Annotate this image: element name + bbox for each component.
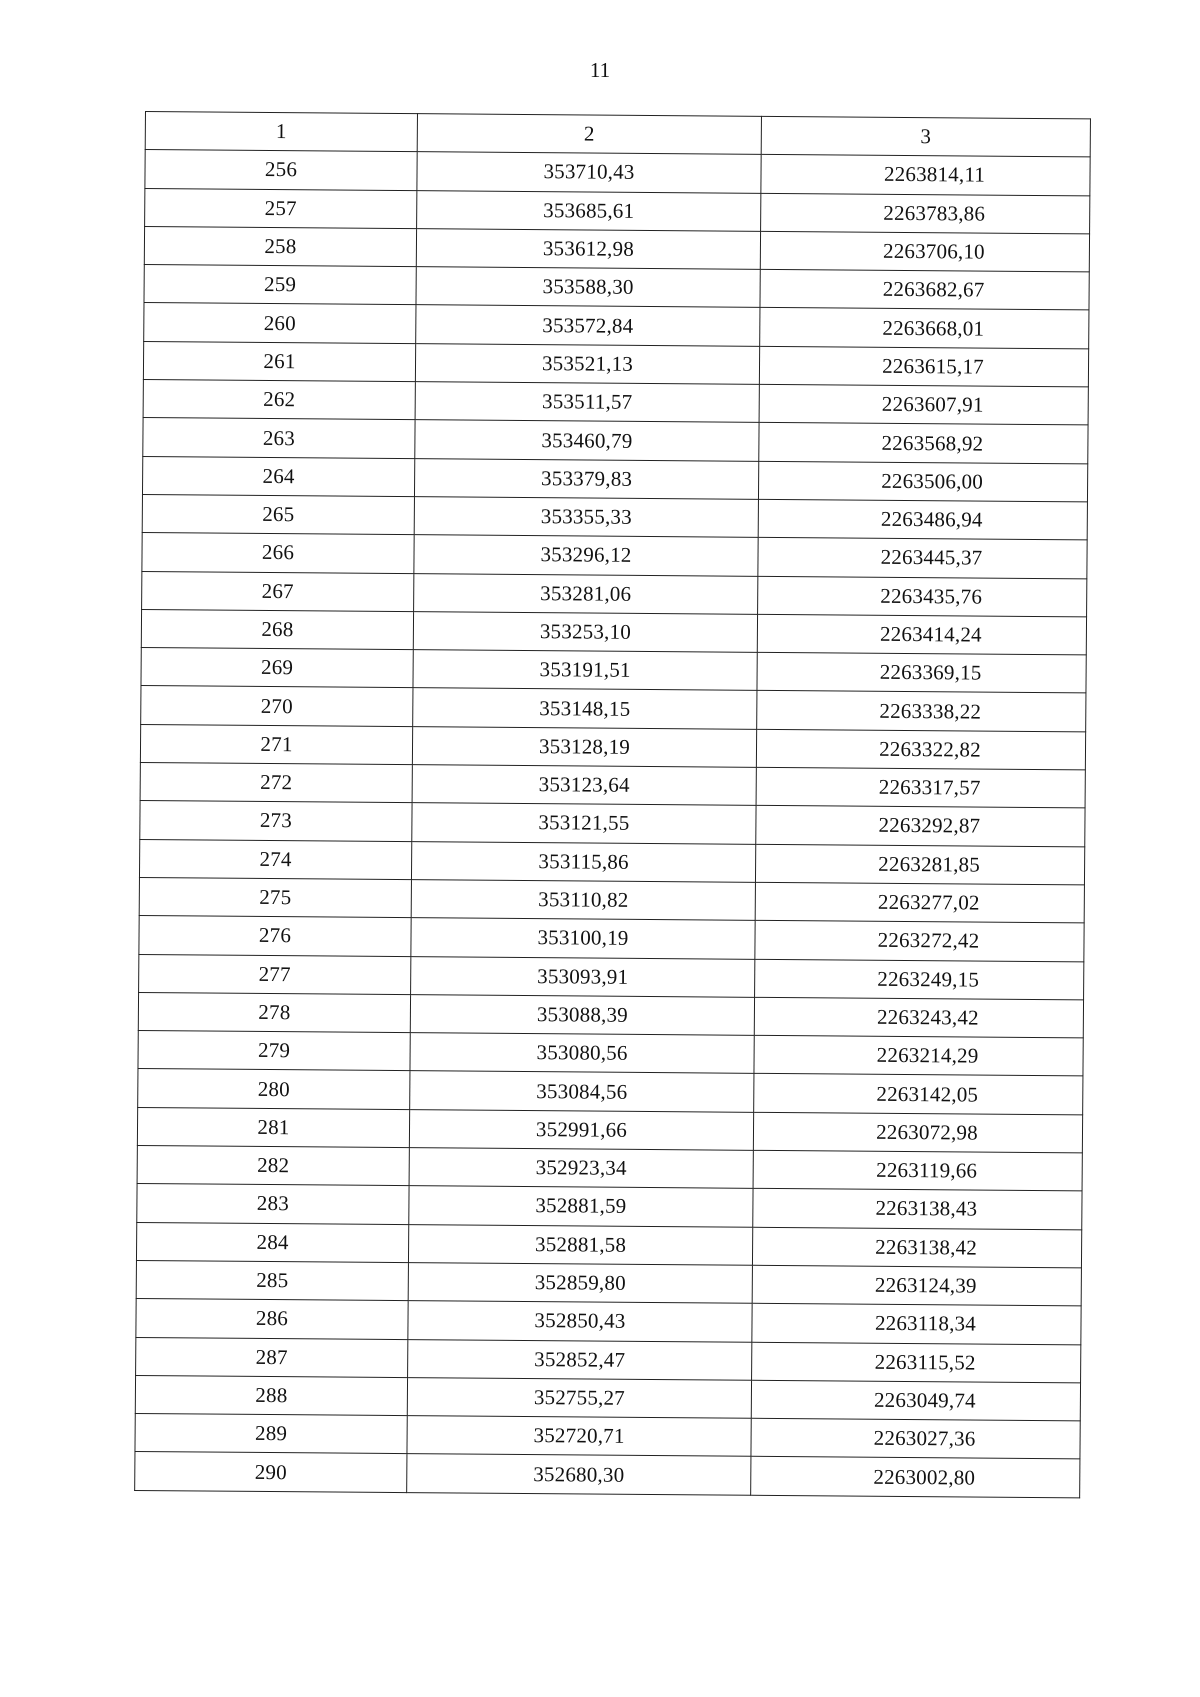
point-number-cell: 260 — [144, 303, 416, 343]
x-coordinate-cell: 353572,84 — [416, 305, 760, 346]
y-coordinate-cell: 2263002,80 — [751, 1457, 1080, 1498]
y-coordinate-cell: 2263682,67 — [760, 270, 1089, 311]
point-number-cell: 262 — [143, 380, 415, 420]
y-coordinate-cell: 2263292,87 — [756, 806, 1085, 847]
page-number: 11 — [589, 58, 611, 82]
column-header: 1 — [145, 112, 417, 152]
y-coordinate-cell: 2263072,98 — [753, 1112, 1082, 1153]
point-number-cell: 276 — [139, 916, 411, 956]
x-coordinate-cell: 353511,57 — [415, 382, 759, 423]
point-number-cell: 279 — [138, 1031, 410, 1071]
point-number-cell: 271 — [140, 724, 412, 764]
point-number-cell: 286 — [136, 1299, 408, 1339]
y-coordinate-cell: 2263138,42 — [752, 1227, 1081, 1268]
x-coordinate-cell: 352852,47 — [408, 1339, 752, 1380]
y-coordinate-cell: 2263445,37 — [758, 538, 1087, 579]
x-coordinate-cell: 353612,98 — [416, 229, 760, 270]
x-coordinate-cell: 353080,56 — [410, 1033, 754, 1074]
point-number-cell: 267 — [142, 571, 414, 611]
y-coordinate-cell: 2263607,91 — [759, 384, 1088, 425]
x-coordinate-cell: 353253,10 — [413, 611, 757, 652]
point-number-cell: 265 — [142, 494, 414, 534]
x-coordinate-cell: 353088,39 — [410, 994, 754, 1035]
y-coordinate-cell: 2263668,01 — [760, 308, 1089, 349]
y-coordinate-cell: 2263277,02 — [755, 882, 1084, 923]
x-coordinate-cell: 353093,91 — [411, 956, 755, 997]
point-number-cell: 281 — [137, 1107, 409, 1147]
table-row — [135, 1452, 1080, 1498]
y-coordinate-cell: 2263369,15 — [757, 652, 1086, 693]
x-coordinate-cell: 353355,33 — [414, 497, 758, 538]
x-coordinate-cell: 353379,83 — [414, 458, 758, 499]
x-coordinate-cell: 353710,43 — [417, 152, 761, 193]
x-coordinate-cell: 352720,71 — [407, 1416, 751, 1457]
point-number-cell: 273 — [140, 801, 412, 841]
point-number-cell: 274 — [139, 839, 411, 879]
x-coordinate-cell: 352923,34 — [409, 1148, 753, 1189]
x-coordinate-cell: 352680,30 — [407, 1454, 751, 1495]
x-coordinate-cell: 352859,80 — [408, 1263, 752, 1304]
y-coordinate-cell: 2263243,42 — [754, 997, 1083, 1038]
x-coordinate-cell: 353296,12 — [414, 535, 758, 576]
x-coordinate-cell: 353121,55 — [412, 803, 756, 844]
column-header: 3 — [761, 116, 1090, 157]
y-coordinate-cell: 2263214,29 — [754, 1035, 1083, 1076]
x-coordinate-cell: 353460,79 — [415, 420, 759, 461]
x-coordinate-cell: 353084,56 — [410, 1071, 754, 1112]
y-coordinate-cell: 2263272,42 — [755, 921, 1084, 962]
y-coordinate-cell: 2263119,66 — [753, 1150, 1082, 1191]
point-number-cell: 272 — [140, 763, 412, 803]
x-coordinate-cell: 353148,15 — [413, 688, 757, 729]
y-coordinate-cell: 2263281,85 — [755, 844, 1084, 885]
point-number-cell: 268 — [141, 609, 413, 649]
x-coordinate-cell: 353100,19 — [411, 918, 755, 959]
point-number-cell: 270 — [141, 686, 413, 726]
point-number-cell: 278 — [138, 992, 410, 1032]
point-number-cell: 275 — [139, 877, 411, 917]
y-coordinate-cell: 2263338,22 — [757, 691, 1086, 732]
y-coordinate-cell: 2263706,10 — [760, 231, 1089, 272]
x-coordinate-cell: 352881,59 — [409, 1186, 753, 1227]
table-body — [135, 150, 1090, 1498]
point-number-cell: 282 — [137, 1145, 409, 1185]
y-coordinate-cell: 2263049,74 — [751, 1380, 1080, 1421]
y-coordinate-cell: 2263142,05 — [754, 1074, 1083, 1115]
point-number-cell: 283 — [137, 1184, 409, 1224]
y-coordinate-cell: 2263486,94 — [758, 499, 1087, 540]
x-coordinate-cell: 353281,06 — [414, 573, 758, 614]
y-coordinate-cell: 2263124,39 — [752, 1265, 1081, 1306]
point-number-cell: 277 — [139, 954, 411, 994]
y-coordinate-cell: 2263249,15 — [755, 959, 1084, 1000]
y-coordinate-cell: 2263783,86 — [761, 193, 1090, 234]
y-coordinate-cell: 2263115,52 — [752, 1342, 1081, 1383]
x-coordinate-cell: 353685,61 — [417, 190, 761, 231]
point-number-cell: 289 — [135, 1414, 407, 1454]
y-coordinate-cell: 2263435,76 — [758, 576, 1087, 617]
point-number-cell: 264 — [142, 456, 414, 496]
x-coordinate-cell: 353588,30 — [416, 267, 760, 308]
point-number-cell: 285 — [136, 1260, 408, 1300]
point-number-cell: 263 — [143, 418, 415, 458]
y-coordinate-cell: 2263414,24 — [757, 614, 1086, 655]
column-header: 2 — [417, 114, 761, 155]
y-coordinate-cell: 2263317,57 — [756, 767, 1085, 808]
point-number-cell: 266 — [142, 533, 414, 573]
y-coordinate-cell: 2263506,00 — [758, 461, 1087, 502]
x-coordinate-cell: 352991,66 — [409, 1109, 753, 1150]
point-number-cell: 258 — [144, 226, 416, 266]
coordinates-table — [134, 111, 1091, 1498]
y-coordinate-cell: 2263118,34 — [752, 1304, 1081, 1345]
point-number-cell: 256 — [145, 150, 417, 190]
x-coordinate-cell: 353128,19 — [412, 726, 756, 767]
x-coordinate-cell: 353123,64 — [412, 765, 756, 806]
y-coordinate-cell: 2263814,11 — [761, 155, 1090, 196]
y-coordinate-cell: 2263322,82 — [756, 729, 1085, 770]
x-coordinate-cell: 353115,86 — [411, 841, 755, 882]
point-number-cell: 269 — [141, 648, 413, 688]
point-number-cell: 287 — [136, 1337, 408, 1377]
x-coordinate-cell: 352755,27 — [407, 1377, 751, 1418]
y-coordinate-cell: 2263615,17 — [759, 346, 1088, 387]
point-number-cell: 284 — [136, 1222, 408, 1262]
x-coordinate-cell: 352881,58 — [408, 1224, 752, 1265]
point-number-cell: 288 — [135, 1375, 407, 1415]
y-coordinate-cell: 2263568,92 — [759, 423, 1088, 464]
x-coordinate-cell: 353521,13 — [415, 343, 759, 384]
point-number-cell: 280 — [138, 1069, 410, 1109]
coordinates-table-container — [134, 111, 1090, 1498]
point-number-cell: 259 — [144, 265, 416, 305]
point-number-cell: 257 — [145, 188, 417, 228]
x-coordinate-cell: 352850,43 — [408, 1301, 752, 1342]
x-coordinate-cell: 353110,82 — [411, 880, 755, 921]
y-coordinate-cell: 2263138,43 — [753, 1189, 1082, 1230]
y-coordinate-cell: 2263027,36 — [751, 1418, 1080, 1459]
point-number-cell: 261 — [143, 341, 415, 381]
point-number-cell: 290 — [135, 1452, 407, 1492]
x-coordinate-cell: 353191,51 — [413, 650, 757, 691]
